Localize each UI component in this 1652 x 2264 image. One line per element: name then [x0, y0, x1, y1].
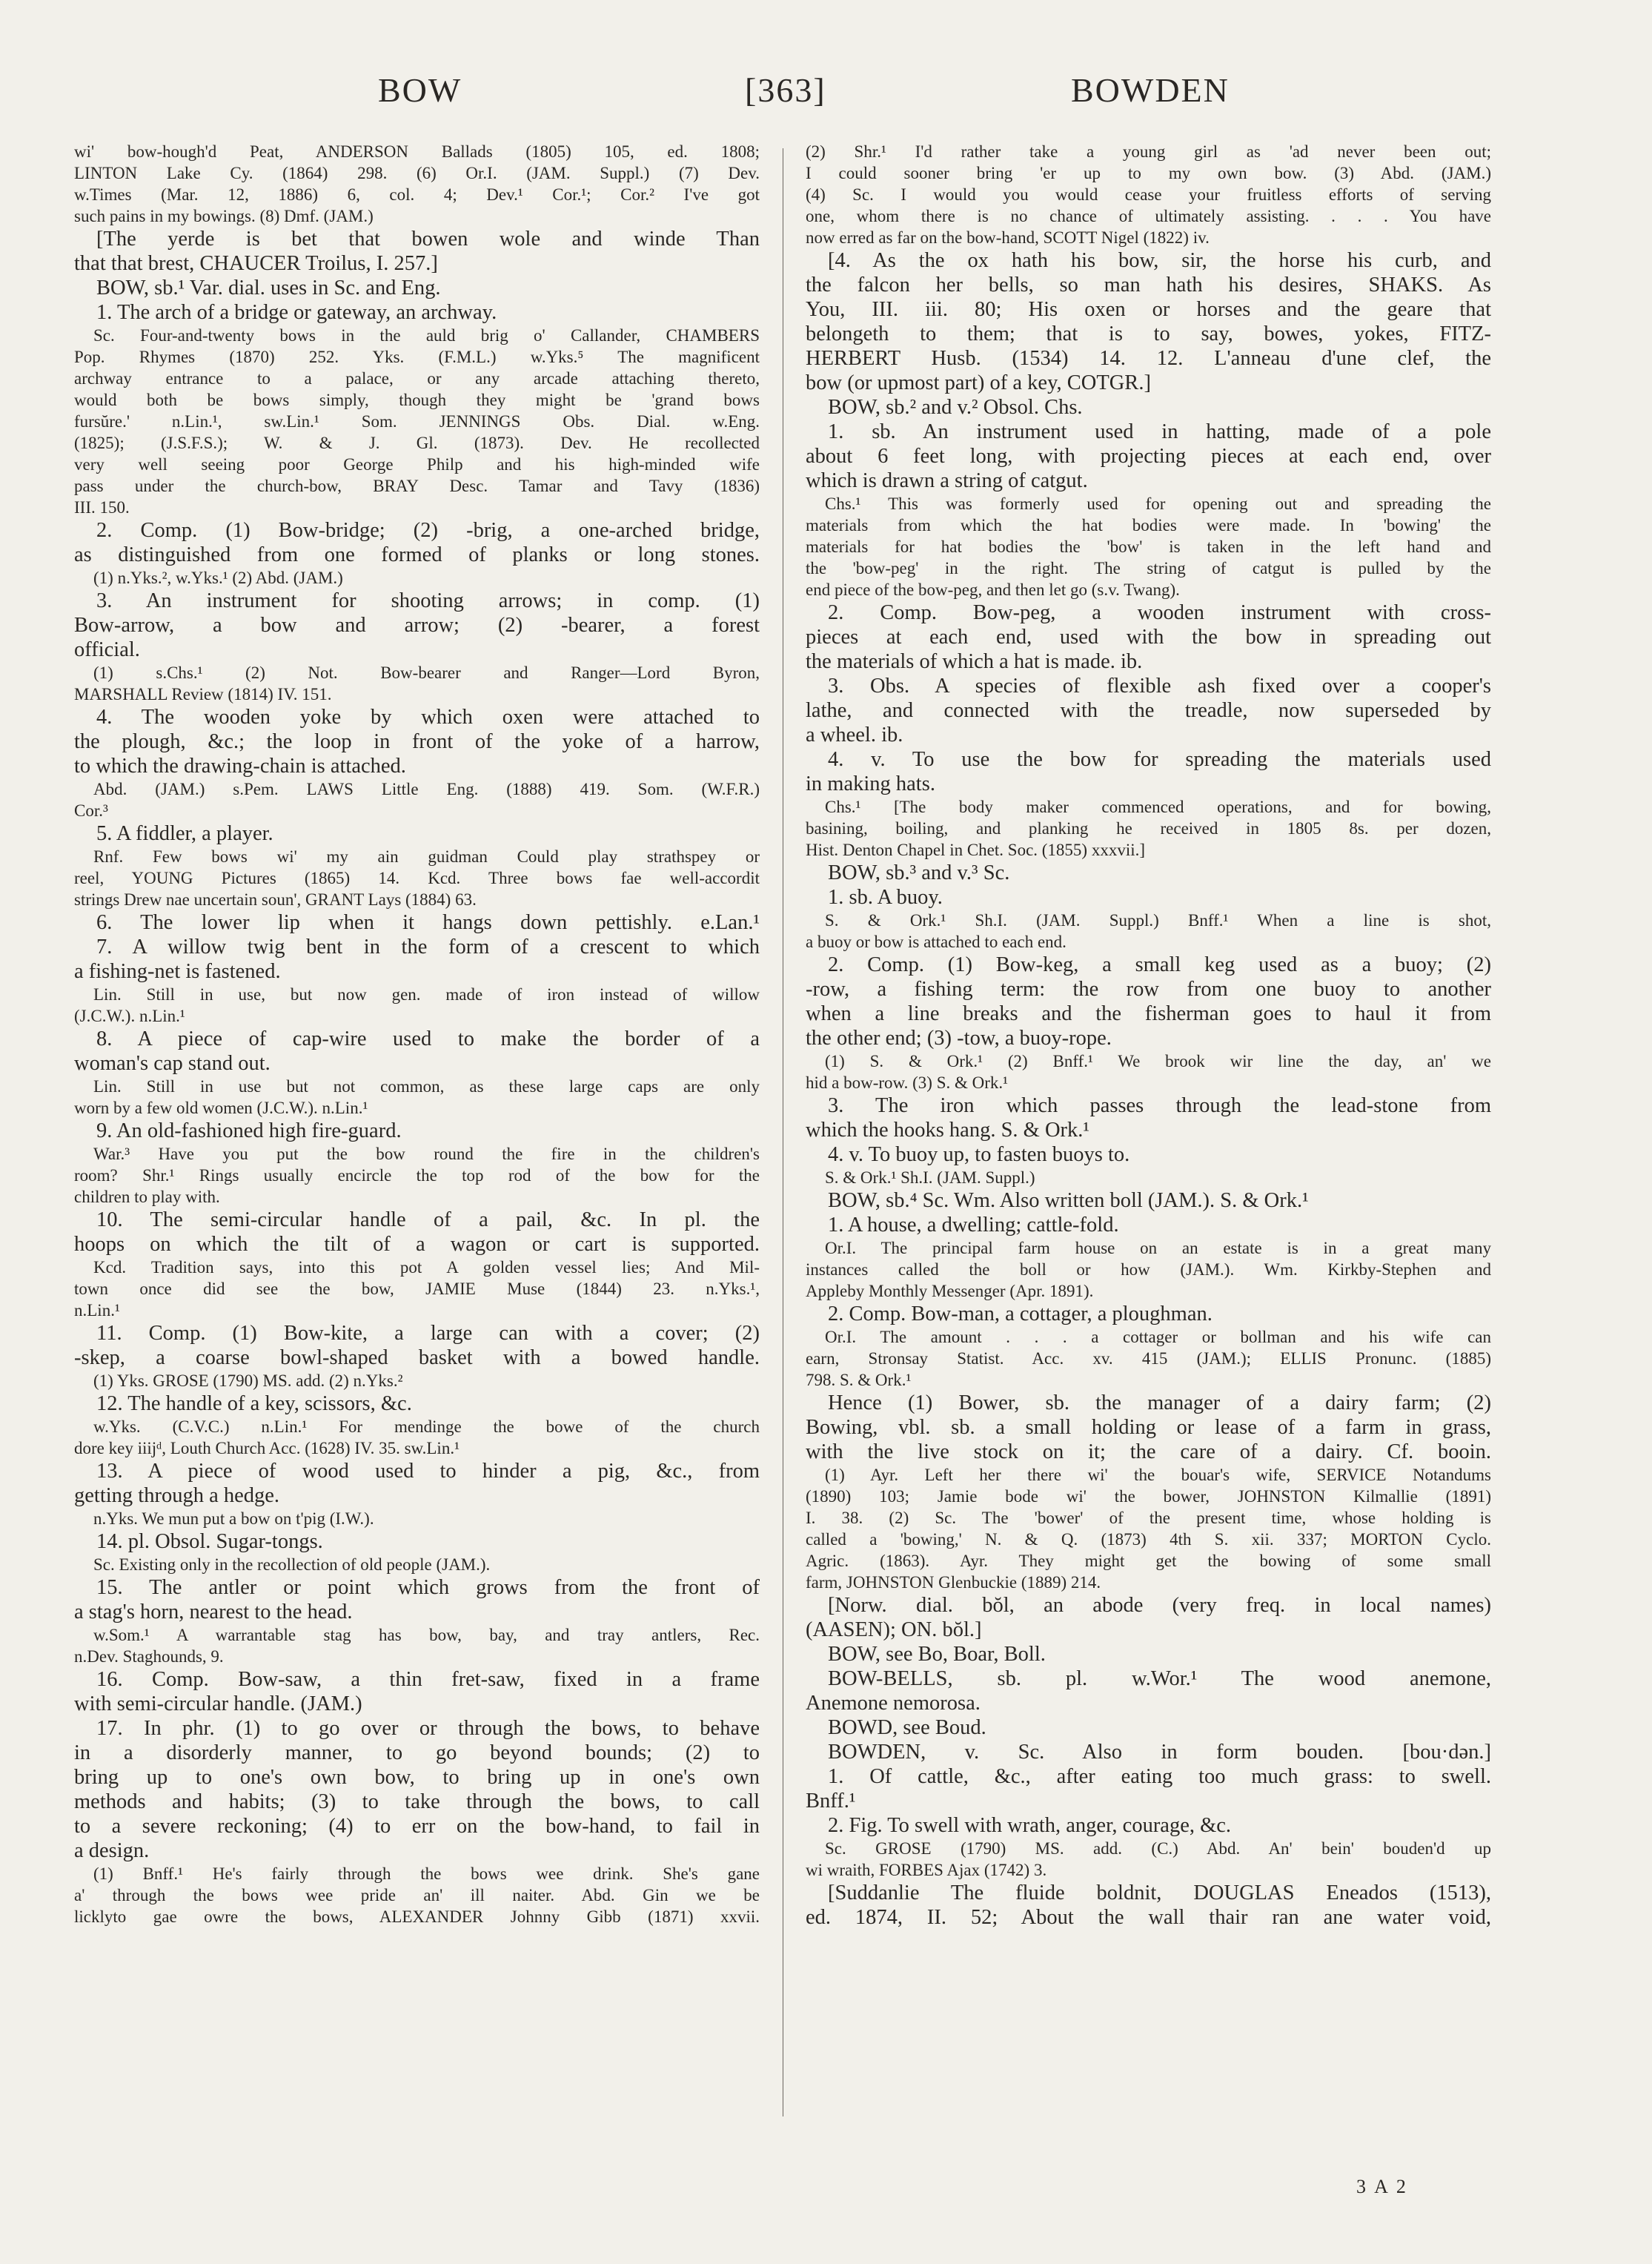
text-line: very well seeing poor George Philp and his high-minded wife — [74, 455, 760, 474]
text-line: 3. An instrument for shooting arrows; in comp. (1) — [96, 589, 760, 612]
text-line: n.Lin.¹ — [74, 1301, 120, 1320]
text-line: (1) Bnff.¹ He's fairly through the bows wee drink. She's gane — [93, 1864, 760, 1883]
text-line: Lin. Still in use, but now gen. made of iron instead of willow — [93, 985, 760, 1004]
text-line: ed. 1874, II. 52; About the wall thair ran ane water void, — [806, 1906, 1491, 1929]
left-column — [74, 141, 760, 2194]
text-line: 8. A piece of cap-wire used to make the border of a — [96, 1027, 760, 1050]
text-line: 16. Comp. Bow-saw, a thin fret-saw, fixed in a frame — [96, 1668, 760, 1691]
header-left-word: BOW — [378, 71, 462, 109]
text-line: pieces at each end, used with the bow in spreading out — [806, 626, 1491, 649]
text-line: called a 'bowing,' N. & Q. (1873) 4th S. xii. 337; MORTON Cyclo. — [806, 1530, 1491, 1549]
text-line: Kcd. Tradition says, into this pot A golden vessel lies; And Mil- — [93, 1258, 760, 1277]
text-line: the falcon her bells, so man hath his desires, SHAKS. As — [806, 274, 1491, 297]
text-line: one, whom there is no chance of ultimately assisting. . . . You have — [806, 207, 1491, 225]
text-line: hoops on which the tilt of a wagon or cart is supported. — [74, 1233, 760, 1256]
text-line: (1) s.Chs.¹ (2) Not. Bow-bearer and Ranger—Lord Byron, — [93, 663, 760, 682]
text-line: I. 38. (2) Sc. The 'bower' of the present time, whose holding is — [806, 1509, 1491, 1527]
text-line: LINTON Lake Cy. (1864) 298. (6) Or.I. (JAM. Suppl.) (7) Dev. — [74, 164, 760, 182]
text-line: dore key iiijᵈ, Louth Church Acc. (1628) IV. 35. sw.Lin.¹ — [74, 1439, 460, 1457]
text-line: 12. The handle of a key, scissors, &c. — [96, 1392, 412, 1415]
text-line: Rnf. Few bows wi' my ain guidman Could play strathspey or — [93, 847, 760, 866]
text-line: BOW, sb.¹ Var. dial. uses in Sc. and Eng. — [96, 277, 441, 299]
text-line: w.Yks. (C.V.C.) n.Lin.¹ For mendinge the bowe of the church — [93, 1417, 760, 1436]
text-line: methods and habits; (3) to take through the bows, to call — [74, 1790, 760, 1813]
text-line: 1. Of cattle, &c., after eating too much grass: to swell. — [828, 1765, 1491, 1788]
text-line: -skep, a coarse bowl-shaped basket with a bowed handle. — [74, 1346, 760, 1369]
text-line: earn, Stronsay Statist. Acc. xv. 415 (JAM.); ELLIS Pronunc. (1885) — [806, 1349, 1491, 1368]
text-line: a stag's horn, nearest to the head. — [74, 1601, 353, 1623]
text-line: in a disorderly manner, to go beyond bounds; (2) to — [74, 1741, 760, 1764]
text-line: (1) n.Yks.², w.Yks.¹ (2) Abd. (JAM.) — [93, 569, 343, 587]
text-line: S. & Ork.¹ Sh.I. (JAM. Suppl.) — [825, 1168, 1035, 1187]
text-line: 2. Comp. Bow-man, a cottager, a ploughman. — [828, 1303, 1213, 1325]
text-line: official. — [74, 638, 140, 661]
text-line: n.Dev. Staghounds, 9. — [74, 1647, 224, 1666]
text-line: the materials of which a hat is made. ib. — [806, 650, 1143, 673]
text-line: BOWD, see Boud. — [828, 1716, 986, 1739]
text-line: basining, boiling, and planking he received in 1805 8s. per dozen, — [806, 819, 1491, 838]
text-line: the other end; (3) -tow, a buoy-rope. — [806, 1027, 1112, 1050]
text-line: (J.C.W.). n.Lin.¹ — [74, 1007, 185, 1025]
text-line: bring up to one's own bow, to bring up in one's own — [74, 1766, 760, 1789]
text-line: Bnff.¹ — [806, 1790, 856, 1813]
text-line: town once did see the bow, JAMIE Muse (1844) 23. n.Yks.¹, — [74, 1280, 760, 1298]
text-line: belongeth to them; that is to say, bowes, yokes, FITZ- — [806, 322, 1491, 345]
text-line: 4. v. To buoy up, to fasten buoys to. — [828, 1143, 1130, 1166]
text-line: would both be bows simply, though they might be 'grand bows — [74, 391, 760, 409]
text-line: Chs.¹ [The body maker commenced operations, and for bowing, — [825, 798, 1491, 816]
text-line: 6. The lower lip when it hangs down pettishly. e.Lan.¹ — [96, 911, 760, 934]
page-number: [363] — [745, 71, 826, 109]
text-line: Hist. Denton Chapel in Chet. Soc. (1855) xxxvii.] — [806, 841, 1146, 859]
text-line: Sc. Existing only in the recollection of old people (JAM.). — [93, 1555, 491, 1574]
text-line: Or.I. The principal farm house on an estate is in a great many — [825, 1239, 1491, 1257]
text-line: Agric. (1863). Ayr. They might get the bowing of some small — [806, 1552, 1491, 1570]
text-line: Bow-arrow, a bow and arrow; (2) -bearer, a forest — [74, 614, 760, 637]
signature-mark: 3 A 2 — [1356, 2176, 1408, 2197]
text-line: 2. Comp. (1) Bow-bridge; (2) -brig, a one-arched bridge, — [96, 519, 760, 542]
text-line: 1. sb. An instrument used in hatting, made of a pole — [828, 420, 1491, 443]
text-line: 4. The wooden yoke by which oxen were attached to — [96, 706, 760, 729]
text-line: in making hats. — [806, 772, 935, 795]
text-line: n.Yks. We mun put a bow on t'pig (I.W.). — [93, 1509, 374, 1528]
text-line: as distinguished from one formed of planks or long stones. — [74, 543, 760, 566]
text-line: worn by a few old women (J.C.W.). n.Lin.¹ — [74, 1099, 368, 1117]
text-line: to which the drawing-chain is attached. — [74, 755, 406, 778]
text-line: Or.I. The amount . . . a cottager or bollman and his wife can — [825, 1328, 1491, 1346]
running-header — [74, 70, 1571, 122]
text-line: (2) Shr.¹ I'd rather take a young girl as 'ad never been out; — [806, 142, 1491, 161]
text-line: materials for hat bodies the 'bow' is taken in the left hand and — [806, 537, 1491, 556]
text-line: Sc. Four-and-twenty bows in the auld brig o' Callander, CHAMBERS — [93, 326, 760, 345]
text-line: (1825); (J.S.F.S.); W. & J. Gl. (1873). Dev. He recollected — [74, 434, 760, 452]
text-line: BOWDEN, v. Sc. Also in form bouden. [bou·dən.] — [828, 1741, 1491, 1764]
text-line: Hence (1) Bower, sb. the manager of a dairy farm; (2) — [828, 1391, 1491, 1414]
text-line: 798. S. & Ork.¹ — [806, 1371, 912, 1389]
text-line: [4. As the ox hath his bow, sir, the horse his curb, and — [828, 249, 1491, 272]
text-line: [Norw. dial. bŏl, an abode (very freq. in local names) — [828, 1594, 1491, 1617]
text-line: which the hooks hang. S. & Ork.¹ — [806, 1119, 1089, 1142]
text-line: a wheel. ib. — [806, 724, 903, 747]
text-line: 2. Comp. (1) Bow-keg, a small keg used as a buoy; (2) — [828, 953, 1491, 976]
text-line: (4) Sc. I would you would cease your fruitless efforts of serving — [806, 185, 1491, 204]
text-line: (1890) 103; Jamie bode wi' the bower, JOHNSTON Kilmallie (1891) — [806, 1487, 1491, 1506]
text-line: room? Shr.¹ Rings usually encircle the top rod of the bow for the — [74, 1166, 760, 1185]
text-line: children to play with. — [74, 1188, 220, 1206]
text-line: that that brest, CHAUCER Troilus, I. 257.] — [74, 252, 438, 275]
text-line: strings Drew nae uncertain soun', GRANT Lays (1884) 63. — [74, 890, 477, 909]
text-line: with semi-circular handle. (JAM.) — [74, 1692, 362, 1715]
text-line: War.³ Have you put the bow round the fire in the children's — [93, 1145, 760, 1163]
text-line: (AASEN); ON. bŏl.] — [806, 1618, 982, 1641]
text-line: which is drawn a string of catgut. — [806, 469, 1088, 492]
text-line: licklyto gae owre the bows, ALEXANDER Johnny Gibb (1871) xxvii. — [74, 1907, 760, 1926]
text-line: 1. The arch of a bridge or gateway, an archway. — [96, 301, 497, 324]
text-line: -row, a fishing term: the row from one buoy to another — [806, 978, 1491, 1001]
text-line: 14. pl. Obsol. Sugar-tongs. — [96, 1530, 323, 1553]
text-line: BOW, sb.⁴ Sc. Wm. Also written boll (JAM.). S. & Ork.¹ — [828, 1189, 1309, 1212]
text-line: BOW, see Bo, Boar, Boll. — [828, 1643, 1046, 1666]
text-line: Abd. (JAM.) s.Pem. LAWS Little Eng. (1888) 419. Som. (W.F.R.) — [93, 780, 760, 798]
text-line: a buoy or bow is attached to each end. — [806, 933, 1066, 951]
text-line: wi wraith, FORBES Ajax (1742) 3. — [806, 1861, 1047, 1879]
text-line: BOW, sb.³ and v.³ Sc. — [828, 861, 1010, 884]
text-line: You, III. iii. 80; His oxen or horses and the geare that — [806, 298, 1491, 321]
text-line: w.Times (Mar. 12, 1886) 6, col. 4; Dev.¹ Cor.¹; Cor.² I've got — [74, 185, 760, 204]
text-line: when a line breaks and the fisherman goes to haul it from — [806, 1002, 1491, 1025]
text-line: pass under the church-bow, BRAY Desc. Tamar and Tavy (1836) — [74, 477, 760, 495]
text-line: 2. Fig. To swell with wrath, anger, courage, &c. — [828, 1814, 1232, 1837]
text-line: Lin. Still in use but not common, as these large caps are only — [93, 1077, 760, 1096]
text-line: S. & Ork.¹ Sh.I. (JAM. Suppl.) Bnff.¹ When a line is shot, — [825, 911, 1491, 930]
text-line: 17. In phr. (1) to go over or through the bows, to behave — [96, 1717, 760, 1740]
text-line: BOW, sb.² and v.² Obsol. Chs. — [828, 396, 1083, 419]
text-line: getting through a hedge. — [74, 1484, 280, 1507]
text-line: to a severe reckoning; (4) to err on the bow-hand, to fail in — [74, 1815, 760, 1838]
text-line: 11. Comp. (1) Bow-kite, a large can with a cover; (2) — [96, 1322, 760, 1345]
text-line: a fishing-net is fastened. — [74, 960, 281, 983]
text-line: woman's cap stand out. — [74, 1052, 271, 1075]
text-line: Appleby Monthly Messenger (Apr. 1891). — [806, 1282, 1094, 1300]
text-line: HERBERT Husb. (1534) 14. 12. L'anneau d'une clef, the — [806, 347, 1491, 370]
text-line: wi' bow-hough'd Peat, ANDERSON Ballads (1805) 105, ed. 1808; — [74, 142, 760, 161]
text-line: 3. Obs. A species of flexible ash fixed over a cooper's — [828, 675, 1491, 698]
text-line: with the live stock on it; the care of a dairy. Cf. booin. — [806, 1440, 1491, 1463]
text-line: hid a bow-row. (3) S. & Ork.¹ — [806, 1073, 1009, 1092]
text-line: (1) Yks. GROSE (1790) MS. add. (2) n.Yks.² — [93, 1371, 403, 1390]
text-line: Pop. Rhymes (1870) 252. Yks. (F.M.L.) w.Yks.⁵ The magnificent — [74, 348, 760, 366]
text-line: III. 150. — [74, 498, 130, 517]
text-line: 10. The semi-circular handle of a pail, &c. In pl. the — [96, 1208, 760, 1231]
text-line: bow (or upmost part) of a key, COTGR.] — [806, 371, 1151, 394]
right-column — [806, 141, 1491, 2194]
text-line: instances called the boll or how (JAM.). Wm. Kirkby-Stephen and — [806, 1260, 1491, 1279]
text-line: 3. The iron which passes through the lead-stone from — [828, 1094, 1491, 1117]
text-line: 7. A willow twig bent in the form of a crescent to which — [96, 936, 760, 959]
text-line: (1) S. & Ork.¹ (2) Bnff.¹ We brook wir line the day, an' we — [825, 1052, 1491, 1070]
text-line: 5. A fiddler, a player. — [96, 822, 273, 845]
text-line: [The yerde is bet that bowen wole and winde Than — [96, 228, 760, 251]
text-line: a' through the bows wee pride an' ill naiter. Abd. Gin we be — [74, 1886, 760, 1904]
text-line: [Suddanlie The fluide boldnit, DOUGLAS Eneados (1513), — [828, 1881, 1491, 1904]
text-line: 4. v. To use the bow for spreading the materials used — [828, 748, 1491, 771]
text-line: I could sooner bring 'er up to my own bow. (3) Abd. (JAM.) — [806, 164, 1491, 182]
text-line: BOW-BELLS, sb. pl. w.Wor.¹ The wood anemone, — [828, 1667, 1491, 1690]
header-right-word: BOWDEN — [1071, 71, 1230, 109]
text-line: 13. A piece of wood used to hinder a pig, &c., from — [96, 1460, 760, 1483]
text-line: archway entrance to a palace, or any arcade attaching thereto, — [74, 369, 760, 388]
text-line: fursŭre.' n.Lin.¹, sw.Lin.¹ Som. JENNINGS Obs. Dial. w.Eng. — [74, 412, 760, 431]
text-line: Chs.¹ This was formerly used for opening out and spreading the — [825, 494, 1491, 513]
text-line: 1. sb. A buoy. — [828, 886, 943, 909]
text-line: w.Som.¹ A warrantable stag has bow, bay, and tray antlers, Rec. — [93, 1626, 760, 1644]
text-line: Sc. GROSE (1790) MS. add. (C.) Abd. An' bein' bouden'd up — [825, 1839, 1491, 1858]
text-line: farm, JOHNSTON Glenbuckie (1889) 214. — [806, 1573, 1101, 1592]
text-line: such pains in my bowings. (8) Dmf. (JAM.) — [74, 207, 374, 225]
text-line: 15. The antler or point which grows from the front of — [96, 1576, 760, 1599]
text-line: Cor.³ — [74, 801, 108, 820]
text-line: lathe, and connected with the treadle, now superseded by — [806, 699, 1491, 722]
text-line: a design. — [74, 1839, 150, 1862]
text-line: now erred as far on the bow-hand, SCOTT Nigel (1822) iv. — [806, 228, 1210, 247]
text-line: 1. A house, a dwelling; cattle-fold. — [828, 1214, 1119, 1237]
text-line: Bowing, vbl. sb. a small holding or lease of a farm in grass, — [806, 1416, 1491, 1439]
text-line: about 6 feet long, with projecting pieces at each end, over — [806, 445, 1491, 468]
text-line: reel, YOUNG Pictures (1865) 14. Kcd. Three bows fae well-accordit — [74, 869, 760, 887]
text-line: the 'bow-peg' in the right. The string of catgut is pulled by the — [806, 559, 1491, 577]
text-line: Anemone nemorosa. — [806, 1692, 981, 1715]
text-line: the plough, &c.; the loop in front of the yoke of a harrow, — [74, 730, 760, 753]
text-line: MARSHALL Review (1814) IV. 151. — [74, 685, 332, 704]
text-line: (1) Ayr. Left her there wi' the bouar's wife, SERVICE Notandums — [825, 1466, 1491, 1484]
text-line: end piece of the bow-peg, and then let go (s.v. Twang). — [806, 580, 1180, 599]
text-line: 2. Comp. Bow-peg, a wooden instrument with cross- — [828, 601, 1491, 624]
text-line: materials from which the hat bodies were made. In 'bowing' the — [806, 516, 1491, 534]
text-line: 9. An old-fashioned high fire-guard. — [96, 1119, 402, 1142]
